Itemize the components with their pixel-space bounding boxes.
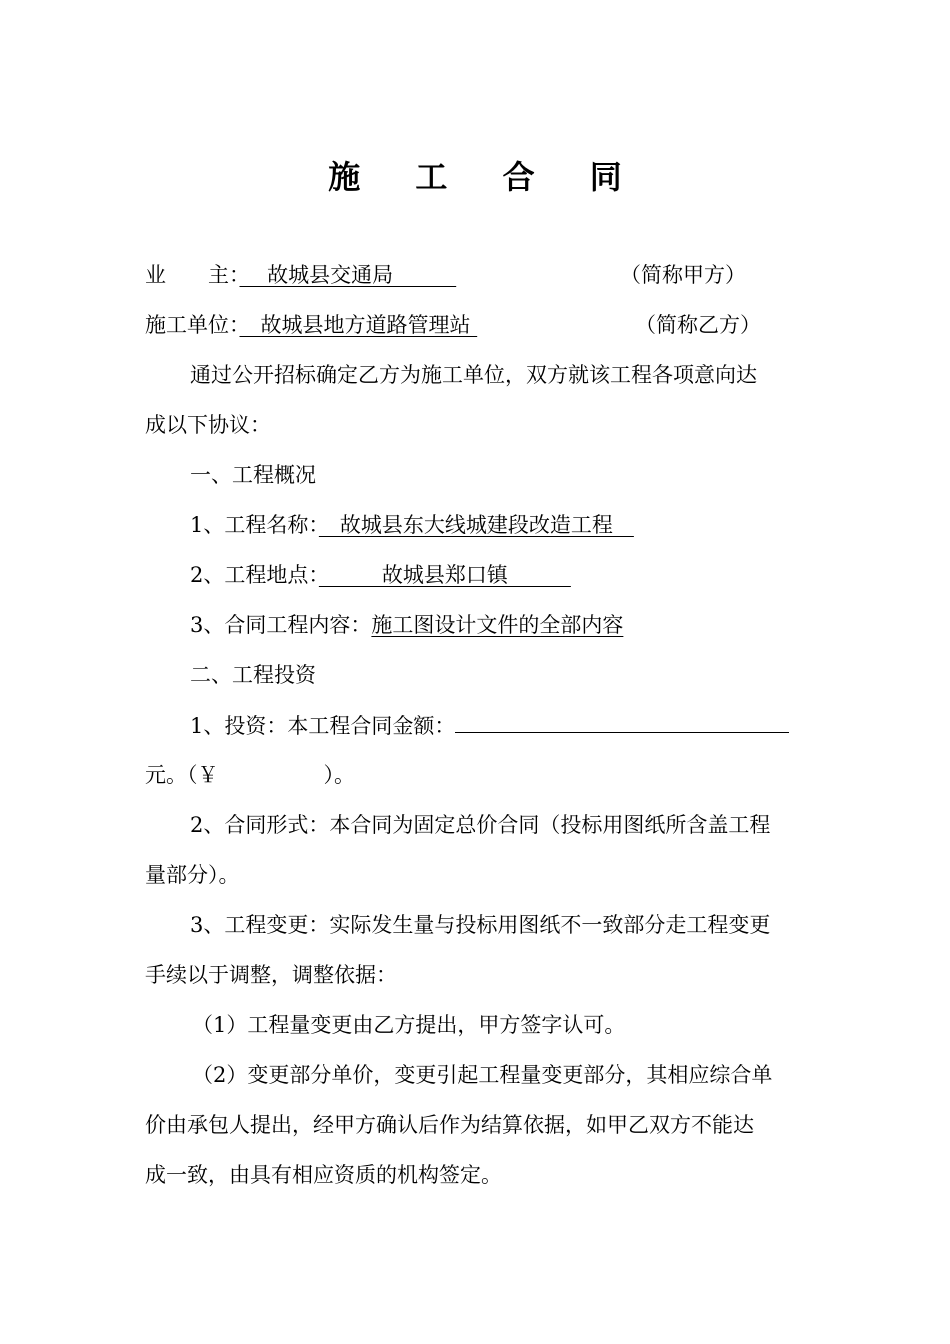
contract-form-line-2: 量部分）。 — [145, 863, 240, 887]
intro-line-1: 通过公开招标确定乙方为施工单位，双方就该工程各项意向达 — [190, 363, 757, 387]
change-line-2: 手续以于调整，调整依据： — [145, 963, 397, 987]
investment-line — [190, 710, 860, 741]
section2-heading: 二、工程投资 — [190, 663, 316, 687]
contractor-note: （简称乙方） — [635, 313, 761, 337]
investment-label: 1、投资：本工程合同金额： — [190, 714, 456, 738]
section1-heading: 一、工程概况 — [190, 463, 316, 487]
document-title: 施 工 合 同 — [328, 158, 644, 196]
project-name-value: 故城县东大线城建段改造工程 — [318, 513, 634, 537]
owner-value: 故城县交通局 — [239, 263, 457, 287]
contract-form-line-1: 2、合同形式：本合同为固定总价合同（投标用图纸所含盖工程 — [190, 813, 771, 837]
owner-label: 业 主： — [145, 263, 240, 287]
change-basis-1: （1）工程量变更由乙方提出，甲方签字认可。 — [192, 1013, 626, 1037]
investment-continuation: 元。（￥ ）。 — [145, 763, 355, 787]
project-scope-line — [190, 610, 860, 640]
project-location-line — [190, 560, 860, 590]
amount-blank — [455, 710, 789, 733]
project-name-label: 1、工程名称： — [190, 513, 319, 537]
change-line-1: 3、工程变更：实际发生量与投标用图纸不一致部分走工程变更 — [190, 913, 771, 937]
change-basis-2-line-3: 成一致，由具有相应资质的机构签定。 — [145, 1163, 502, 1187]
change-basis-2-line-2: 价由承包人提出，经甲方确认后作为结算依据，如甲乙双方不能达 — [145, 1113, 754, 1137]
project-location-label: 2、工程地点： — [190, 563, 319, 587]
contractor-label: 施工单位： — [145, 313, 240, 337]
intro-line-2: 成以下协议： — [145, 413, 271, 437]
contractor-value: 故城县地方道路管理站 — [239, 313, 478, 337]
project-scope-value: 施工图设计文件的全部内容 — [371, 613, 624, 637]
project-name-line — [190, 510, 860, 540]
change-basis-2-line-1: （2）变更部分单价，变更引起工程量变更部分，其相应综合单 — [192, 1063, 773, 1087]
project-location-value: 故城县郑口镇 — [318, 563, 571, 587]
project-scope-label: 3、合同工程内容： — [190, 613, 372, 637]
owner-note: （简称甲方） — [620, 263, 746, 287]
